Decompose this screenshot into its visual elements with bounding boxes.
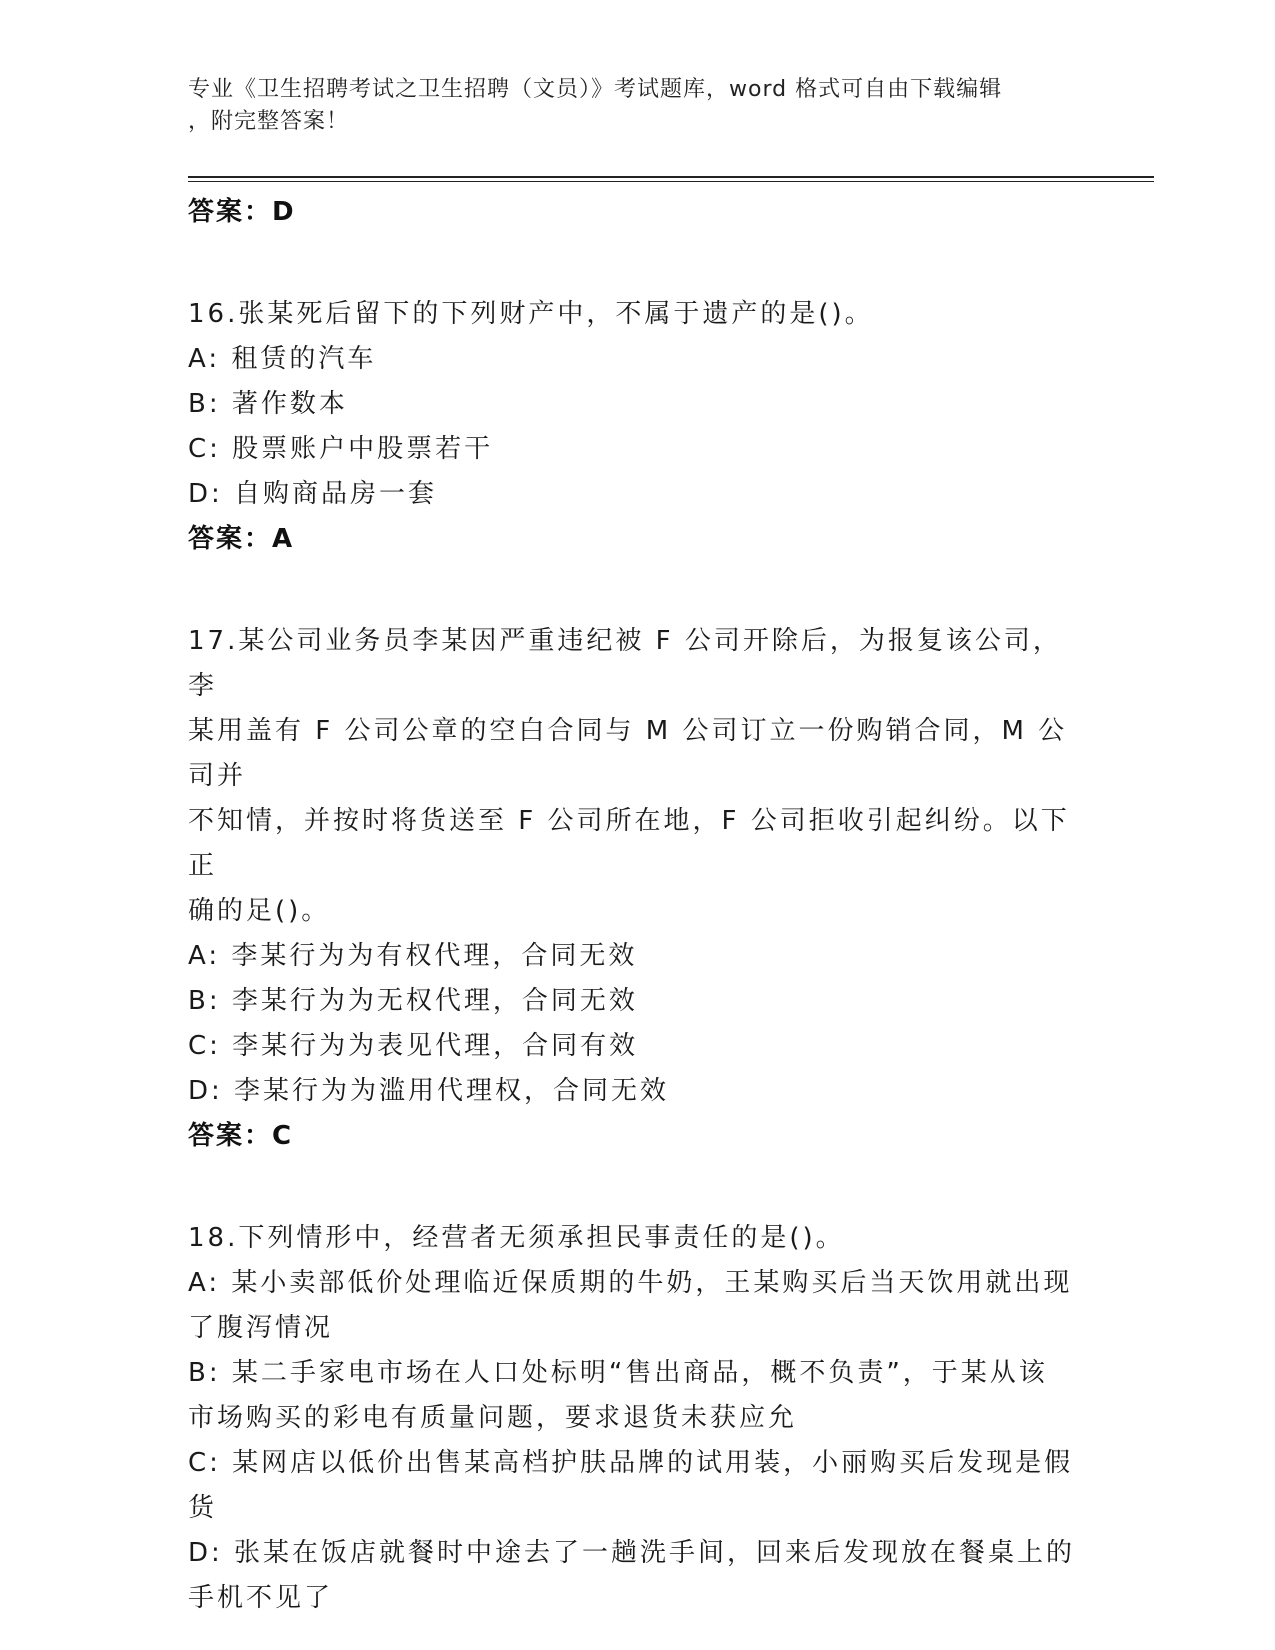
option-line: D: 李某行为为滥用代理权，合同无效 (188, 1076, 670, 1106)
option-line: 了腹泻情况 (188, 1313, 334, 1343)
answer-line: 答案：D (188, 197, 296, 227)
option-line: 手机不见了 (188, 1583, 334, 1613)
document-content (188, 192, 1088, 1621)
question-stem-line: 某用盖有 F 公司公章的空白合同与 M 公司订立一份购销合同，M 公司并 (188, 716, 1068, 791)
answer-line: 答案：A (188, 524, 295, 554)
option-d (188, 1531, 1088, 1621)
option-b (188, 1351, 1088, 1441)
header-rule-thin (188, 181, 1154, 182)
header-line-1: 专业《卫生招聘考试之卫生招聘（文员）》考试题库，word 格式可自由下载编辑 (188, 77, 1003, 102)
question-stem-line: 不知情，并按时将货送至 F 公司所在地，F 公司拒收引起纠纷。以下正 (188, 806, 1070, 881)
option-b (188, 382, 1088, 427)
question-stem (188, 619, 1088, 934)
answer-line: 答案：C (188, 1121, 294, 1151)
question-stem-line: 确的足()。 (188, 896, 331, 926)
option-line: C: 李某行为为表见代理，合同有效 (188, 1031, 639, 1061)
option-line: C: 股票账户中股票若干 (188, 434, 494, 464)
question-stem (188, 1216, 1088, 1261)
question-stem-line: 17.某公司业务员李某因严重违纪被 F 公司开除后，为报复该公司，李 (188, 626, 1062, 701)
option-c (188, 427, 1088, 472)
option-c (188, 1441, 1088, 1531)
option-a (188, 934, 1088, 979)
option-line: A: 李某行为为有权代理，合同无效 (188, 941, 638, 971)
option-line: A: 某小卖部低价处理临近保质期的牛奶，王某购买后当天饮用就出现 (188, 1268, 1073, 1298)
option-line: 货 (188, 1493, 218, 1523)
option-line: B: 著作数本 (188, 389, 348, 419)
option-line: 市场购买的彩电有质量问题，要求退货未获应允 (188, 1403, 798, 1433)
question-stem-line: 16.张某死后留下的下列财产中，不属于遗产的是()。 (188, 299, 874, 329)
question-17 (188, 619, 1088, 1156)
question-stem-line: 18.下列情形中，经营者无须承担民事责任的是()。 (188, 1223, 845, 1253)
option-d (188, 472, 1088, 517)
option-a (188, 337, 1088, 382)
option-line: A: 租赁的汽车 (188, 344, 377, 374)
option-d (188, 1069, 1088, 1114)
option-line: C: 某网店以低价出售某高档护肤品牌的试用装，小丽购买后发现是假 (188, 1448, 1074, 1478)
option-a (188, 1261, 1088, 1351)
option-line: D: 自购商品房一套 (188, 479, 438, 509)
option-c (188, 1024, 1088, 1069)
document-header (188, 74, 1088, 138)
header-line-2: ，附完整答案！ (188, 109, 350, 134)
option-line: D: 张某在饭店就餐时中途去了一趟洗手间，回来后发现放在餐桌上的 (188, 1538, 1076, 1568)
header-rule-thick (188, 176, 1154, 178)
question-16 (188, 292, 1088, 559)
option-line: B: 李某行为为无权代理，合同无效 (188, 986, 638, 1016)
option-b (188, 979, 1088, 1024)
option-line: B: 某二手家电市场在人口处标明“售出商品，概不负责”，于某从该 (188, 1358, 1048, 1388)
question-18 (188, 1216, 1088, 1621)
question-stem (188, 292, 1088, 337)
